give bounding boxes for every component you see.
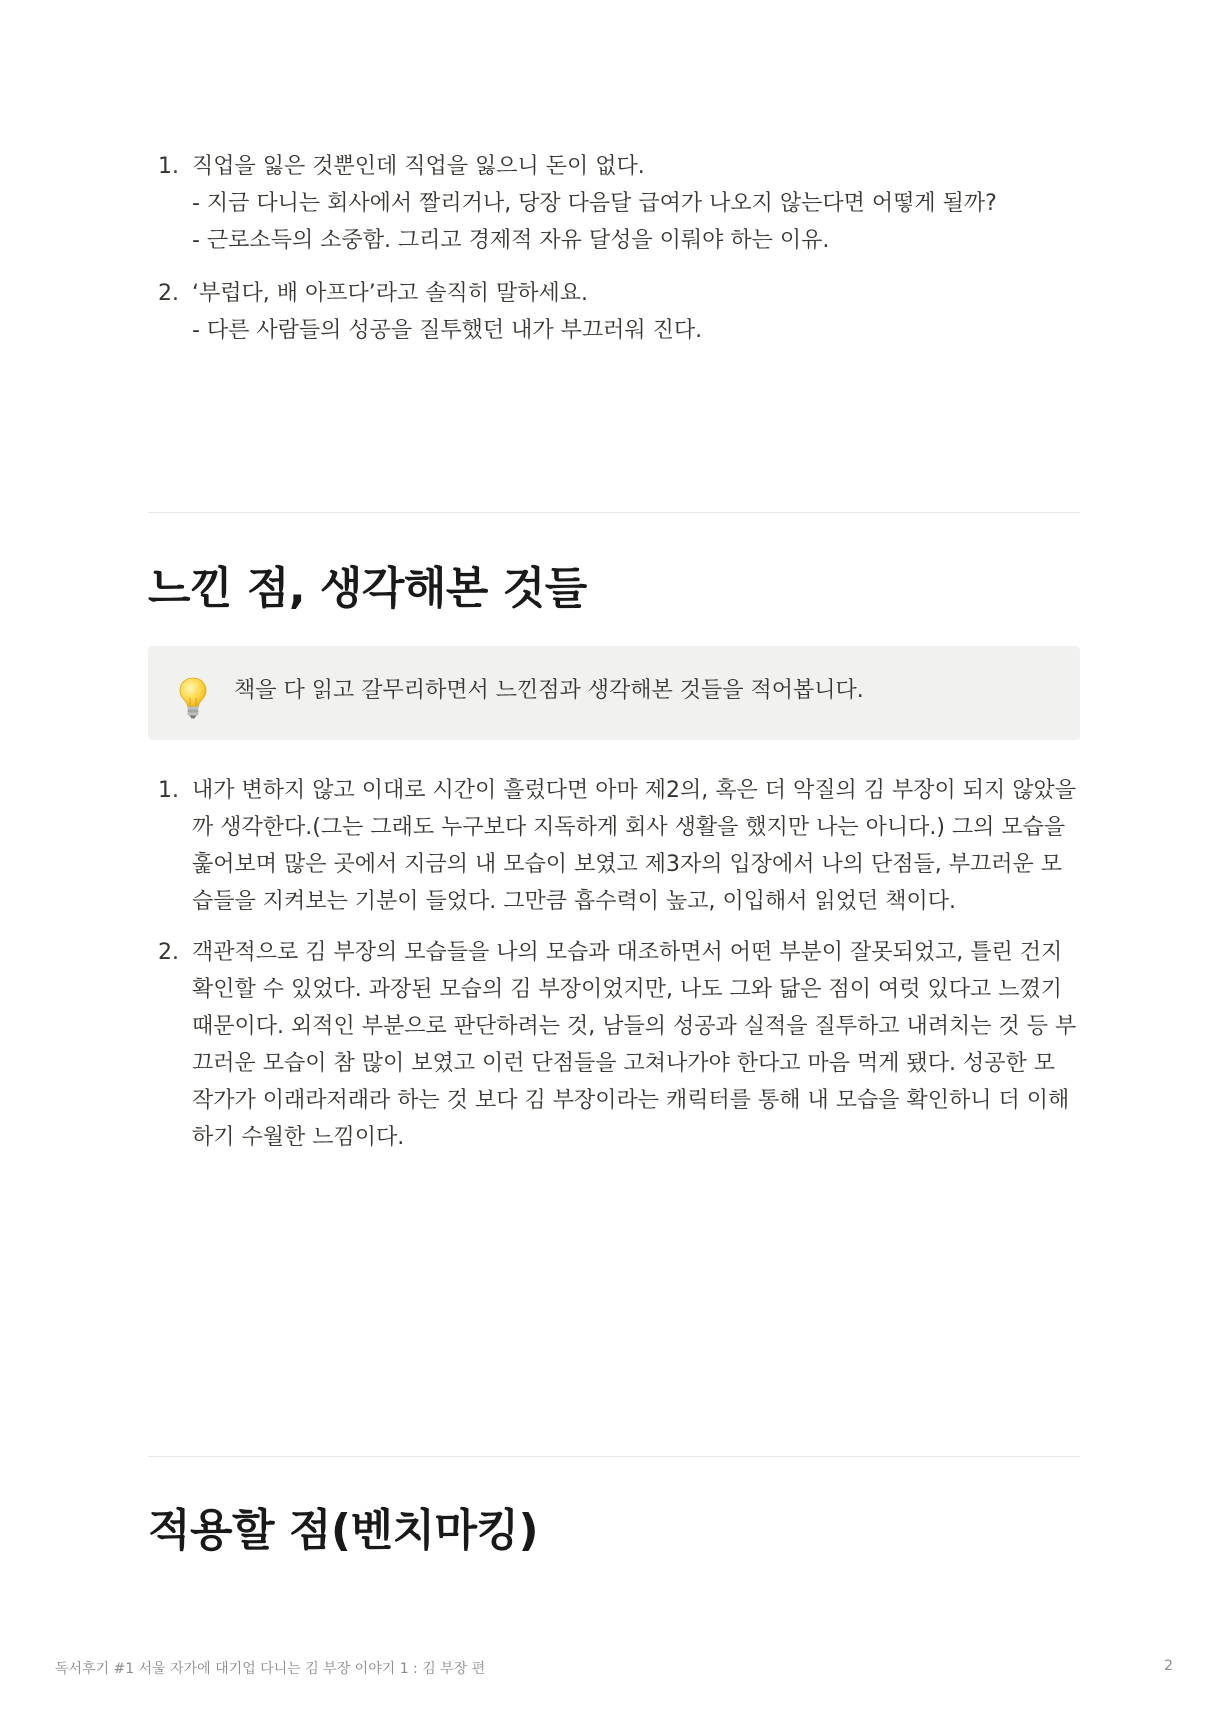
section-divider [148, 512, 1080, 513]
section-heading: 적용할 점(벤치마킹) [148, 1505, 539, 1556]
section-heading: 느낀 점, 생각해본 것들 [148, 563, 587, 614]
list-number: 2. [158, 940, 179, 965]
list-number: 1. [158, 778, 179, 803]
list-item-text: 객관적으로 김 부장의 모습들을 나의 모습과 대조하면서 어떤 부분이 잘못되었고, 틀린 건지 확인할 수 있었다. 과장된 모습의 김 부장이었지만, 나도 그와 닮은 점이 여럿 있다고 느꼈기 때문이다. 외적인 부분으로 판단하려는 것, 남들의 성공과 실적을 질투하고 내려치는 것 등 부끄러운 모습이 참 많이 보였고 이런 단점들을 고쳐나가야 한다고 마음 먹게 됐다. 성공한 모 작가가 이래라저래라 하는 것 보다 김 부장이라는 캐릭터를 통해 내 모습을 확인하니 더 이해하기 수월한 느낌이다. [192, 940, 1077, 1150]
callout-text: 책을 다 읽고 갈무리하면서 느낀점과 생각해본 것들을 적어봅니다. [234, 678, 864, 703]
section-divider [148, 1456, 1080, 1457]
list-number: 2. [158, 281, 179, 306]
list-item [150, 772, 1080, 920]
list-item [150, 148, 1080, 259]
top-numbered-list [150, 148, 1080, 365]
list-sub-line: - 근로소득의 소중함. 그리고 경제적 자유 달성을 이뤄야 하는 이유. [192, 228, 830, 253]
footer-title: 독서후기 #1 서울 자가에 대기업 다니는 김 부장 이야기 1 : 김 부장 편 [55, 1661, 486, 1677]
list-item-text: ‘부럽다, 배 아프다’라고 솔직히 말하세요. [192, 281, 588, 306]
list-item-text: 직업을 잃은 것뿐인데 직업을 잃으니 돈이 없다. [192, 154, 645, 179]
callout-box [148, 646, 1080, 740]
footer-page-number: 2 [1164, 1658, 1173, 1674]
list-item-text: 내가 변하지 않고 이대로 시간이 흘렀다면 아마 제2의, 혹은 더 악질의 김 부장이 되지 않았을까 생각한다.(그는 그래도 누구보다 지독하게 회사 생활을 했지만 나는 아니다.) 그의 모습을 훑어보며 많은 곳에서 지금의 내 모습이 보였고 제3자의 입장에서 나의 단점들, 부끄러운 모습들을 지켜보는 기분이 들었다. 그만큼 흡수력이 높고, 이입해서 읽었던 책이다. [192, 778, 1076, 914]
list-item [150, 275, 1080, 349]
lightbulb-icon [178, 676, 208, 720]
list-sub-line: - 지금 다니는 회사에서 짤리거나, 당장 다음달 급여가 나오지 않는다면 어떻게 될까? [192, 191, 997, 216]
list-item [150, 934, 1080, 1156]
list-number: 1. [158, 154, 179, 179]
reflection-numbered-list [150, 772, 1080, 1172]
list-sub-line: - 다른 사람들의 성공을 질투했던 내가 부끄러워 진다. [192, 318, 703, 343]
